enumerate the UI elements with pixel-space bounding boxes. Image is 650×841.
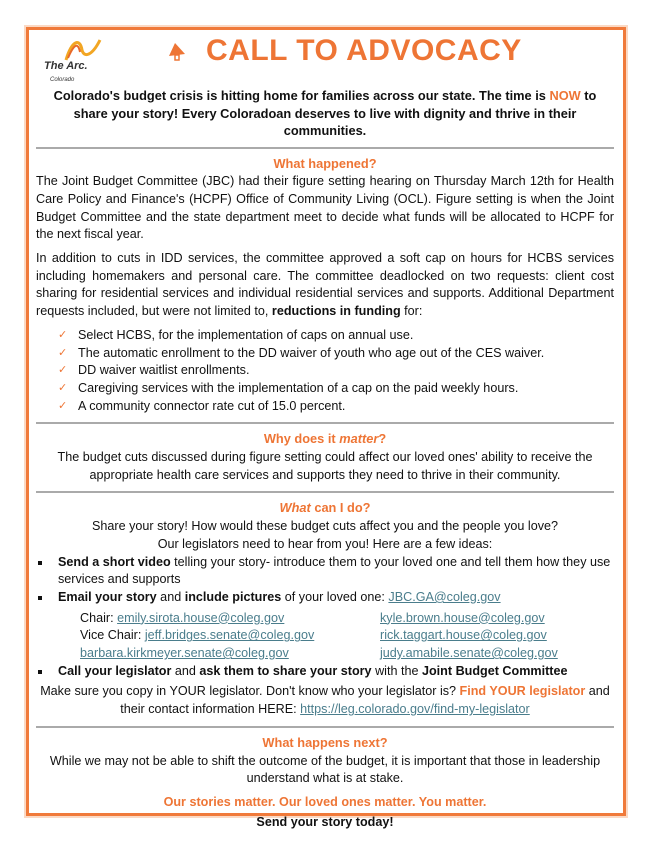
arc-logo: The Arc. Colorado xyxy=(44,38,104,82)
list-item: ✓ Select HCBS, for the implementation of caps on annual use. xyxy=(58,327,614,345)
list-item: Call your legislator and ask them to share your story with the Joint Budget Committee xyxy=(36,663,614,681)
page-title: CALL TO ADVOCACY xyxy=(206,34,522,68)
email-link[interactable]: rick.taggart.house@coleg.gov xyxy=(380,628,547,643)
list-item: Email your story and include pictures of your loved one: JBC.GA@coleg.gov xyxy=(36,589,614,607)
paragraph: In addition to cuts in IDD services, the committee approved a soft cap on hours for HCBS services including homemakers and personal care. The committee deadlocked on two requests: client cost sharing for residential services and individual residential services and supports. Additional Department requests included, but were not limited to, reductions in funding for: xyxy=(36,251,614,319)
megaphone-icon xyxy=(166,40,188,62)
list-item: ✓ The automatic enrollment to the DD waiver of youth who age out of the CES waiver. xyxy=(58,345,614,363)
checklist xyxy=(58,327,614,416)
text: Our legislators need to hear from you! Here are a few ideas: xyxy=(157,536,493,551)
cta: Send your story today! xyxy=(256,814,394,829)
heading-what-happened: What happened? xyxy=(273,155,377,171)
email-link[interactable]: judy.amabile.senate@coleg.gov xyxy=(380,646,558,661)
intro: Colorado's budget crisis is hitting home for families across our state. The time is NOW to share your story! Every Coloradoan deserves to live with dignity and thrive in their communities. xyxy=(53,88,597,138)
email-link[interactable]: jeff.bridges.senate@coleg.gov xyxy=(144,628,315,643)
email-link[interactable]: JBC.GA@coleg.gov xyxy=(388,589,501,604)
divider xyxy=(36,726,614,728)
list-item: ✓ DD waiver waitlist enrollments. xyxy=(58,362,614,380)
list-item: Send a short video telling your story- introduce them to your loved one and tell them how they use services and supports xyxy=(36,554,614,589)
ideas-list xyxy=(36,663,614,681)
email-link[interactable]: kyle.brown.house@coleg.gov xyxy=(380,610,545,625)
heading-next: What happens next? xyxy=(262,734,388,750)
heading-why: Why does it matter? xyxy=(263,431,387,447)
paragraph: Make sure you copy in YOUR legislator. Don't know who your legislator is? Find YOUR legislator and their contact information HERE: https://leg.colorado.gov/find-my-legislator xyxy=(40,684,610,717)
ideas-list xyxy=(36,554,614,607)
email-list: Chair: emily.sirota.house@coleg.gov kyle.brown.house@coleg.gov Vice Chair: jeff.bridges.senate@coleg.gov rick.taggart.house@coleg.gov barbara.kirkmeyer.senate@coleg.gov judy.amabile.senate@coleg.gov xyxy=(80,610,558,661)
divider xyxy=(36,491,614,493)
divider xyxy=(36,422,614,424)
list-item: ✓ Caregiving services with the implementation of a cap on the paid weekly hours. xyxy=(58,380,614,398)
find-legislator-link[interactable]: https://leg.colorado.gov/find-my-legislator xyxy=(300,702,530,717)
email-link[interactable]: barbara.kirkmeyer.senate@coleg.gov xyxy=(80,646,289,661)
text: Share your story! How would these budget cuts affect you and the people you love? xyxy=(91,519,559,534)
email-link[interactable]: emily.sirota.house@coleg.gov xyxy=(117,610,285,625)
header xyxy=(36,32,614,84)
paragraph: The Joint Budget Committee (JBC) had their figure setting hearing on Thursday March 12th for Health Care Policy and Finance's (HCPF) Office of Community Living (OCL). Figure setting is when the Joint Budget Committee and the state department meet to decide what funds will be allocated to HCPF for the next fiscal year. xyxy=(36,174,614,242)
flyer xyxy=(36,32,614,831)
tagline: Our stories matter. Our loved ones matter. You matter. xyxy=(163,795,487,809)
paragraph: While we may not be able to shift the outcome of the budget, it is important that those in leadership understand what is at stake. xyxy=(49,753,601,786)
divider xyxy=(36,147,614,149)
paragraph: The budget cuts discussed during figure setting could affect our loved ones' ability to receive the appropriate health care services and supports they need to thrive in their community. xyxy=(57,450,593,482)
list-item: ✓ A community connector rate cut of 15.0 percent. xyxy=(58,398,614,416)
heading-what-can-i-do: What can I do? xyxy=(279,500,371,516)
